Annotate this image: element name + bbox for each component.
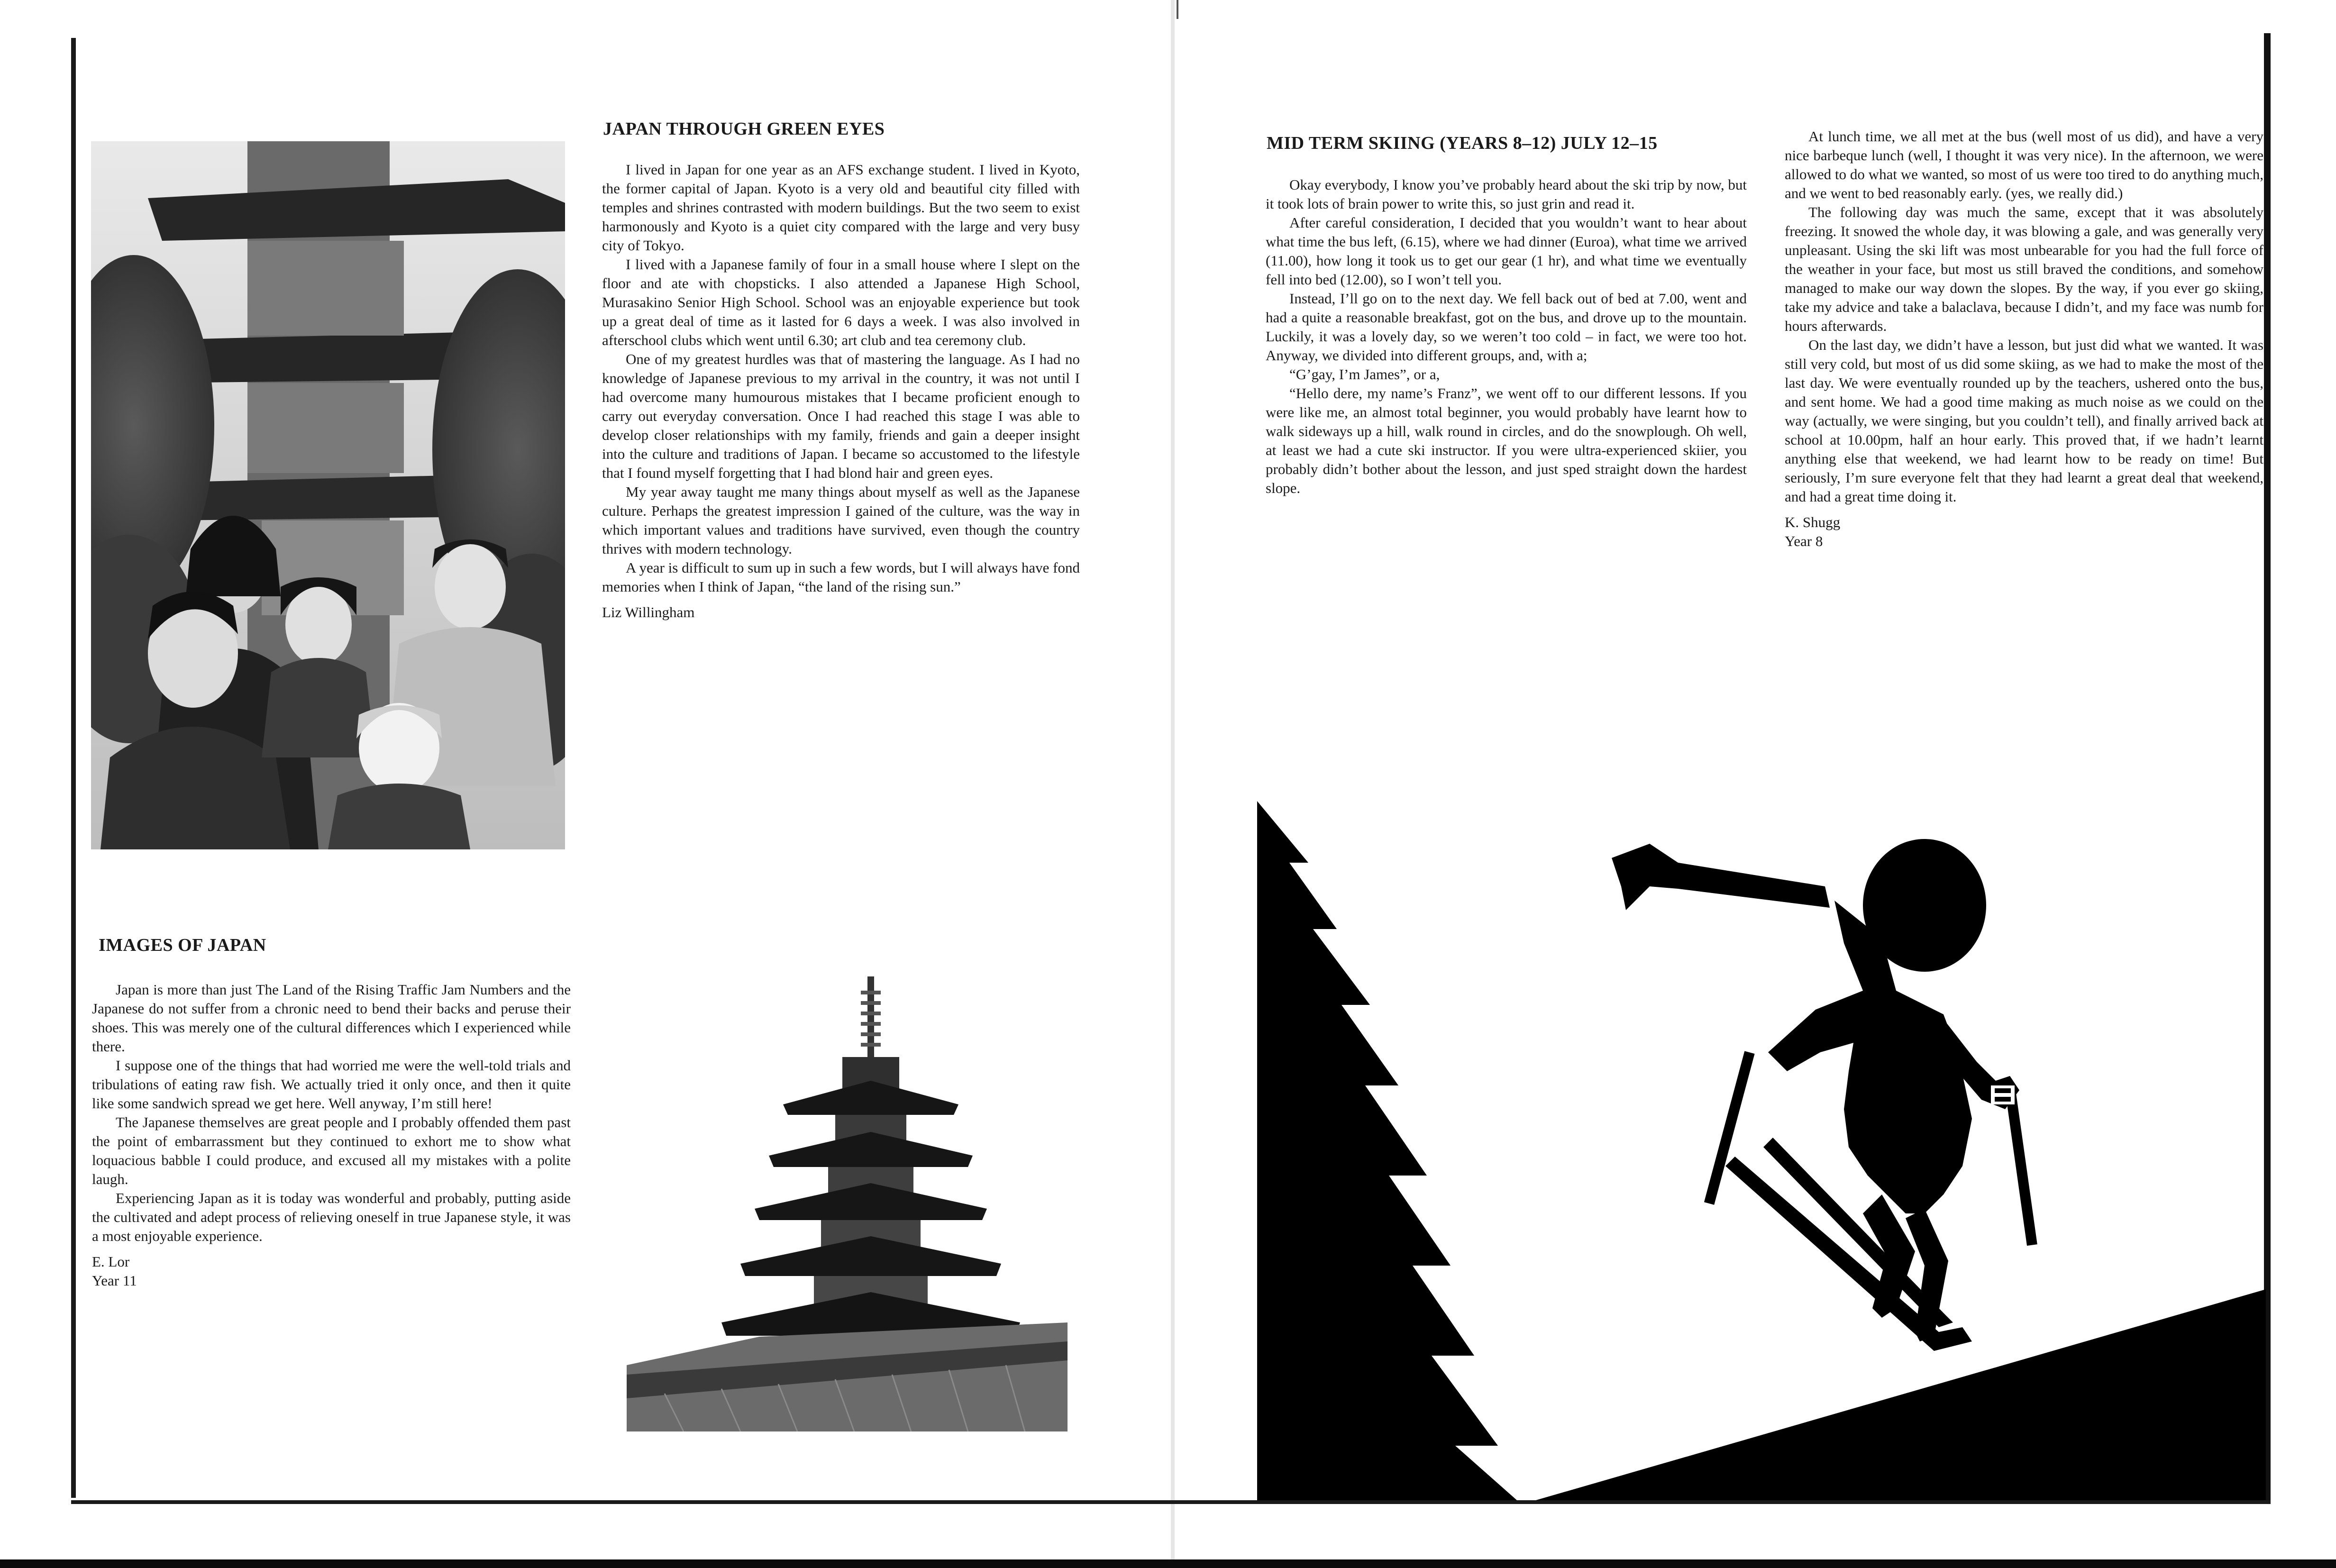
byline [92,1252,571,1290]
author-year: Year 11 [92,1272,137,1289]
paragraph: One of my greatest hurdles was that of mastering the language. As I had no knowledge of Japanese previous to my arrival in the country, it was not until I had overcome many humourous mistakes that I became proficient enough to carry out everyday conversation. Once I had reached this stage I was able to develop closer relationships with my family, friends and gain a deeper insight into the culture and traditions of Japan. I became so accustomed to the lifestyle that I found myself forgetting that I had blond hair and green eyes. [602,351,1080,481]
family-pagoda-photo [91,141,565,849]
family-pagoda-photo-art [91,141,565,849]
paragraph: After careful consideration, I decided that you wouldn’t want to hear about what time the bus left, (6.15), where we had dinner (Euroa), what time we arrived (11.00), how long it took us to get our gear (1 hr), and what time we eventually fell into bed (12.00), so I won’t tell you. [1266,214,1747,288]
article-body-skiing-col2 [1785,127,2263,551]
article-title-green-eyes: JAPAN THROUGH GREEN EYES [603,119,885,139]
scan-edge [0,1559,2336,1568]
article-body-green-eyes [602,160,1080,622]
skier-silhouette-art [1251,787,2266,1500]
paragraph: At lunch time, we all met at the bus (well most of us did), and have a very nice barbeque lunch (well, I thought it was very nice). In the afternoon, we were allowed to do what we wanted, so most of us were too tired to do anything much, and we went to bed reasonably early. (yes, we really did.) [1785,128,2263,201]
paragraph: I lived with a Japanese family of four in a small house where I slept on the floor and ate with chopsticks. I also attended a Japanese High School, Murasakino Senior High School. School was an enjoyable experience but took up a great deal of time as it lasted for 6 days a week. I was also involved in afterschool clubs which went until 6.30; art club and tea ceremony club. [602,256,1080,348]
paragraph: Instead, I’ll go on to the next day. We fell back out of bed at 7.00, went and had a quite a reasonable breakfast, got on the bus, and drove up to the mountain. Luckily, it was a lovely day, so we weren’t too cold – in fact, we were too hot. Anyway, we divided into different groups, and, with a; [1266,290,1747,364]
gutter-tick [1177,0,1178,19]
pagoda-photo [627,896,1068,1431]
page-gutter [1171,0,1175,1568]
author-name: K. Shugg [1785,514,1841,530]
left-page-border [71,38,76,1498]
paragraph: A year is difficult to sum up in such a few words, but I will always have fond memories when I think of Japan, “the land of the rising sun.” [602,559,1080,595]
paragraph: “G’gay, I’m James”, or a, [1289,366,1440,383]
byline [602,603,1080,622]
author-name: Liz Willingham [602,604,695,620]
paragraph: The Japanese themselves are great people and I probably offended them past the point of embarrassment but they continued to exhort me to show what loquacious babble I could produce, and excused all my mistakes with a polite laugh. [92,1114,571,1187]
paragraph: I suppose one of the things that had worried me were the well-told trials and tribulations of eating raw fish. We actually tried it only once, and then it quite like some sandwich spread we get here. Well anyway, I’m still here! [92,1057,571,1112]
paragraph: Experiencing Japan as it is today was wonderful and probably, putting aside the cultivated and adept process of relieving oneself in true Japanese style, it was a most enjoyable experience. [92,1190,571,1244]
article-body-skiing-col1 [1266,175,1747,498]
article-title-skiing: MID TERM SKIING (YEARS 8–12) JULY 12–15 [1267,133,1658,153]
paragraph: I lived in Japan for one year as an AFS exchange student. I lived in Kyoto, the former capital of Japan. Kyoto is a very old and beautiful city filled with temples and shrines contrasted with modern buildings. But the two seem to exist harmonously and Kyoto is a quiet city compared with the large and very busy city of Tokyo. [602,161,1080,254]
paragraph: On the last day, we didn’t have a lesson, but just did what we wanted. It was still very cold, but most of us did some skiing, as we had to make the most of the last day. We were eventually rounded up by the teachers, ushered onto the bus, and sent home. We had a good time making as much noise as we could on the way (actually, we were singing, but you couldn’t tell), and finally arrived back at school at 10.00pm, half an hour early. This proved that, if we hadn’t learnt anything else that weekend, we had learnt how to be ready on time! But seriously, I’m sure everyone felt that they had learnt a great deal that weekend, and had a great time doing it. [1785,337,2263,505]
article-body-images [92,980,571,1290]
paragraph: Japan is more than just The Land of the Rising Traffic Jam Numbers and the Japanese do not suffer from a chronic need to bend their backs and peruse their shoes. This was merely one of the cultural differences which I experienced while there. [92,981,571,1055]
paragraph: Okay everybody, I know you’ve probably heard about the ski trip by now, but it took lots of brain power to write this, so just grin and read it. [1266,176,1747,212]
paragraph: My year away taught me many things about myself as well as the Japanese culture. Perhaps the greatest impression I gained of the culture, was the way in which important values and traditions have survived, even though the country thrives with modern technology. [602,483,1080,557]
paragraph: The following day was much the same, except that it was absolutely freezing. It snowed the whole day, it was blowing a gale, and was generally very unpleasant. Using the ski lift was most unbearable for you had the full force of the weather in your face, but most us still braved the conditions, and somehow managed to make our way down the slopes. By the way, if you ever go skiing, take my advice and take a balaclava, because I didn’t, and my face was numb for hours afterwards. [1785,204,2263,334]
author-name: E. Lor [92,1253,130,1270]
skier-silhouette-icon [1251,787,2266,1500]
byline [1785,513,2263,551]
author-year: Year 8 [1785,533,1823,549]
bottom-border [71,1500,2271,1504]
pagoda-photo-art [627,896,1068,1431]
paragraph: “Hello dere, my name’s Franz”, we went off to our different lessons. If you were like me, an almost total beginner, you would probably have learnt how to walk sideways up a hill, walk round in circles, and do the snowplough. Oh well, at least we had a cute ski instructor. If you were ultra-experienced skiier, you probably didn’t bother about the lesson, and just sped straight down the hardest slope. [1266,385,1747,496]
article-title-images: IMAGES OF JAPAN [99,935,266,955]
